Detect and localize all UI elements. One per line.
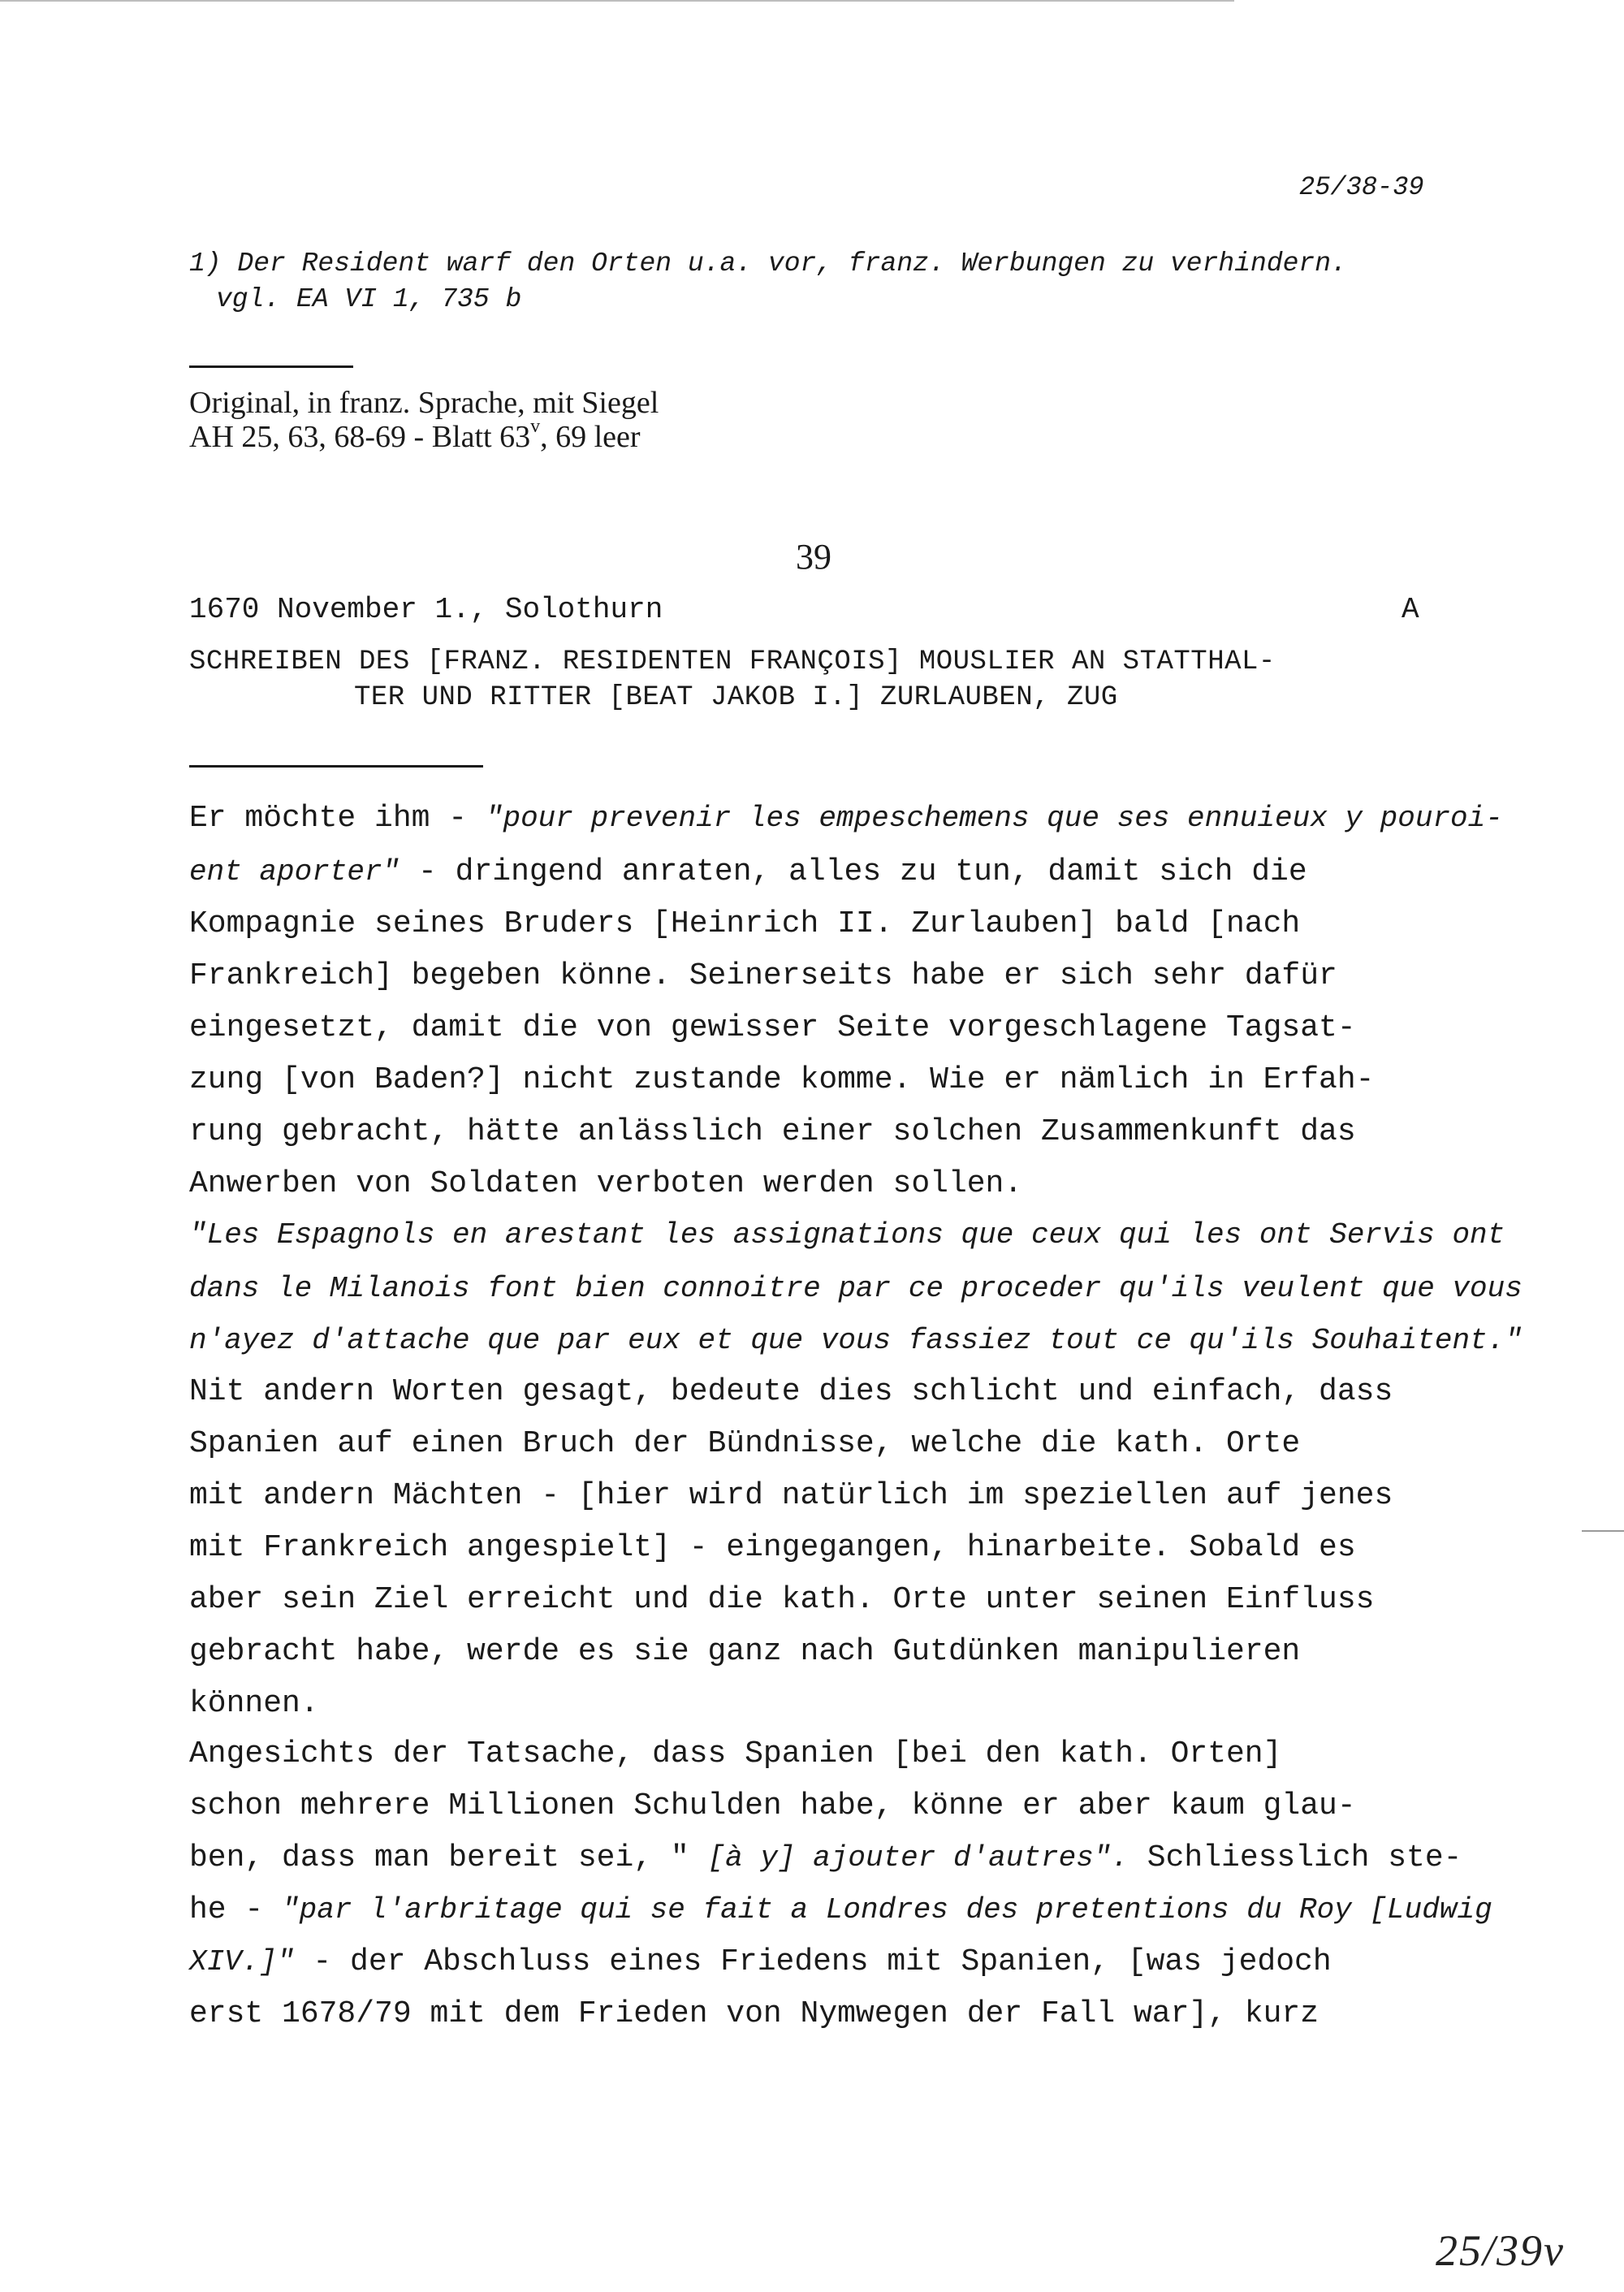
body-line-21: erst 1678/79 mit dem Frieden von Nymwegen der Fall war], kurz	[189, 1996, 1320, 2031]
body-line-20	[189, 1944, 1332, 1979]
verso-superscript: v	[530, 416, 541, 437]
body-line-4: Frankreich] begeben könne. Seinerseits habe er sich sehr dafür	[189, 958, 1337, 993]
body-line-17: schon mehrere Millionen Schulden habe, könne er aber kaum glau-	[189, 1788, 1356, 1823]
body-line-1	[189, 801, 1503, 836]
body-line-16: Angesichts der Tatsache, dass Spanien [bei den kath. Orten]	[189, 1736, 1282, 1771]
quote-line-2: dans le Milanois font bien connoitre par ce proceder qu'ils veulent que vous	[189, 1272, 1522, 1305]
document-title-line-1: SCHREIBEN DES [FRANZ. RESIDENTEN FRANÇOIS] MOUSLIER AN STATTHAL-	[189, 647, 1276, 677]
heading-separator	[189, 765, 483, 768]
document-dateline: 1670 November 1., Solothurn	[189, 593, 663, 626]
body-line-3: Kompagnie seines Bruders [Heinrich II. Zurlauben] bald [nach	[189, 906, 1301, 941]
footnote-line-2: vgl. EA VI 1, 735 b	[216, 284, 522, 314]
body-line-8: Anwerben von Soldaten verboten werden sollen.	[189, 1166, 1023, 1201]
quote-line-3: n'ayez d'attache que par eux et que vous fassiez tout ce qu'ils Souhaitent."	[189, 1324, 1522, 1357]
body-line-15: können.	[189, 1686, 319, 1721]
french-quote: [à y] ajouter d'autres".	[707, 1841, 1129, 1875]
body-line-10: Spanien auf einen Bruch der Bündnisse, welche die kath. Orte	[189, 1426, 1301, 1461]
document-category-letter: A	[1402, 593, 1419, 626]
source-line-1: Original, in franz. Sprache, mit Siegel	[189, 386, 659, 420]
source-archive-ref: AH 25, 63, 68-69 - Blatt 63	[189, 420, 531, 454]
french-quote: ent aporter"	[189, 855, 400, 889]
french-quote: "pour prevenir les empeschemens que ses ennuieux y pouroi-	[485, 802, 1503, 835]
margin-mark	[1582, 1530, 1624, 1532]
footnote-line-1: 1) Der Resident warf den Orten u.a. vor, franz. Werbungen zu verhindern.	[189, 249, 1347, 279]
document-title-line-2: TER UND RITTER [BEAT JAKOB I.] ZURLAUBEN, ZUG	[354, 682, 1118, 713]
body-line-13: aber sein Ziel erreicht und die kath. Orte unter seinen Einfluss	[189, 1582, 1375, 1617]
page-reference: 25/38-39	[1299, 172, 1424, 202]
body-line-18	[189, 1840, 1462, 1875]
quote-line-1: "Les Espagnols en arestant les assignations que ceux qui les ont Servis ont	[189, 1218, 1505, 1252]
body-line-14: gebracht habe, werde es sie ganz nach Gutdünken manipulieren	[189, 1634, 1301, 1669]
footnote-separator	[189, 365, 353, 368]
body-text: ben, dass man bereit sei, "	[189, 1840, 708, 1875]
french-quote: XIV.]"	[189, 1945, 295, 1978]
body-text: he -	[189, 1892, 283, 1927]
body-line-2	[189, 854, 1307, 889]
body-line-19	[189, 1892, 1492, 1927]
top-border-line	[0, 0, 1234, 2]
french-quote: "par l'arbritage qui se fait a Londres des pretentions du Roy [Ludwig	[282, 1893, 1492, 1927]
body-text: Er möchte ihm -	[189, 801, 486, 836]
handwritten-folio-number: 25/39v	[1436, 2226, 1565, 2275]
body-text: Schliesslich ste-	[1129, 1840, 1462, 1875]
source-blank-note: , 69 leer	[540, 420, 641, 454]
body-line-11: mit andern Mächten - [hier wird natürlich im speziellen auf jenes	[189, 1478, 1393, 1513]
body-text: - dringend anraten, alles zu tun, damit sich die	[400, 854, 1307, 889]
body-line-9: Nit andern Worten gesagt, bedeute dies schlicht und einfach, dass	[189, 1374, 1393, 1409]
document-number: 39	[796, 537, 831, 577]
body-line-12: mit Frankreich angespielt] - eingegangen, hinarbeite. Sobald es	[189, 1530, 1356, 1565]
body-line-5: eingesetzt, damit die von gewisser Seite vorgeschlagene Tagsat-	[189, 1010, 1356, 1045]
body-line-7: rung gebracht, hätte anlässlich einer solchen Zusammenkunft das	[189, 1114, 1356, 1149]
body-line-6: zung [von Baden?] nicht zustande komme. Wie er nämlich in Erfah-	[189, 1062, 1375, 1097]
body-text: - der Abschluss eines Friedens mit Spanien, [was jedoch	[294, 1944, 1332, 1979]
source-line-2	[189, 416, 641, 455]
